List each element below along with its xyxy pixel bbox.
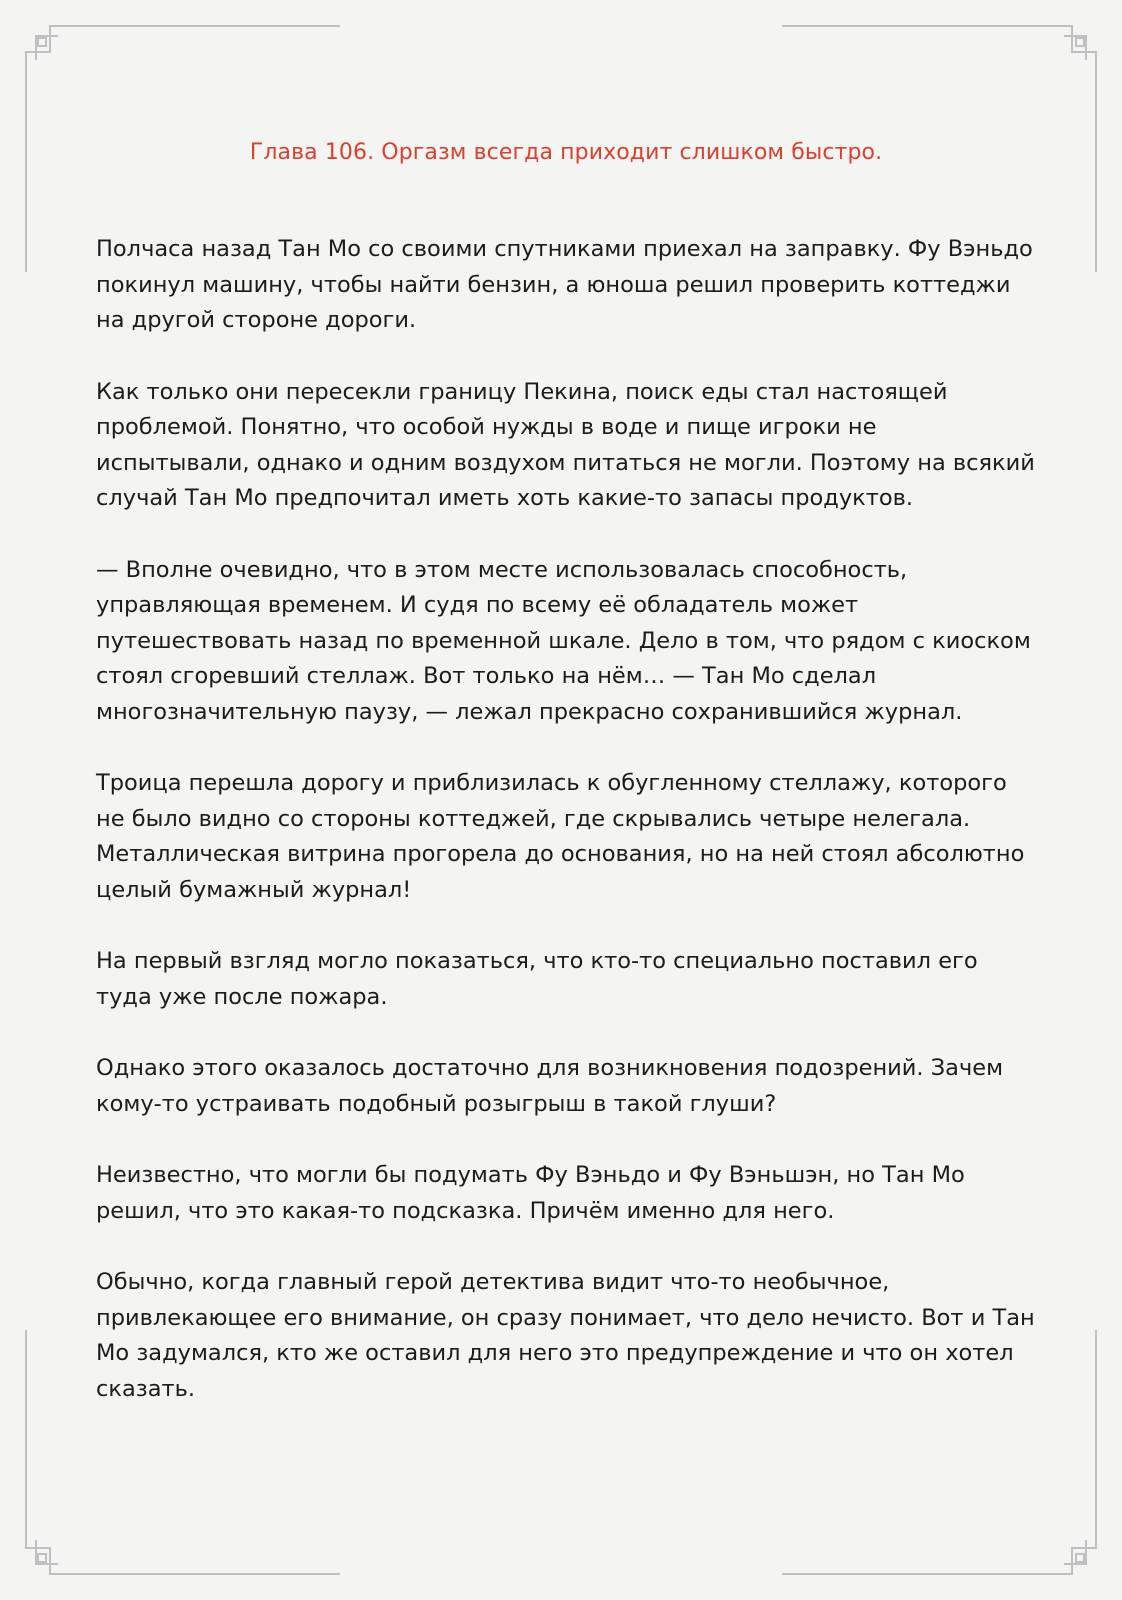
paragraph-2: Как только они пересекли границу Пекина, поиск еды стал настоящей проблемой. Понятно, что особой нужды в воде и пище игроки не испытывали, однако и одним воздухом питаться не могли. Поэтому на всякий случай Тан Мо предпочитал иметь хоть какие-то запасы продуктов. [96, 378, 1035, 511]
paragraph-1: Полчаса назад Тан Мо со своими спутниками приехал на заправку. Фу Вэньдо покинул машину, чтобы найти бензин, а юноша решил проверить коттеджи на другой стороне дороги. [96, 236, 1033, 333]
page-content [96, 136, 1036, 1443]
paragraph-6: Однако этого оказалось достаточно для возникновения подозрений. Зачем кому-то устраивать подобный розыгрыш в такой глуши? [96, 1055, 1004, 1117]
paragraph-8: Обычно, когда главный герой детектива видит что-то необычное, привлекающее его внимание, он сразу понимает, что дело нечисто. Вот и Тан Мо задумался, кто же оставил для него это предупреждение и что он хотел сказать. [96, 1269, 1035, 1402]
paragraph-7: Неизвестно, что могли бы подумать Фу Вэньдо и Фу Вэньшэн, но Тан Мо решил, что это какая-то подсказка. Причём именно для него. [96, 1162, 965, 1224]
paragraph-5: На первый взгляд могло показаться, что кто-то специально поставил его туда уже после пожара. [96, 948, 978, 1010]
paragraph-3: — Вполне очевидно, что в этом месте использовалась способность, управляющая временем. И судя по всему её обладатель может путешествовать назад по временной шкале. Дело в том, что рядом с киоском стоял сгоревший стеллаж. Вот только на нём… — Тан Мо сделал многозначительную паузу, — лежал прекрасно сохранившийся журнал. [96, 556, 1031, 725]
paragraph-4: Троица перешла дорогу и приблизилась к обугленному стеллажу, которого не было видно со стороны коттеджей, где скрывались четыре нелегала. Металлическая витрина прогорела до основания, но на ней стоял абсолютно целый бумажный журнал! [96, 770, 1025, 903]
chapter-title: Глава 106. Оргазм всегда приходит слишком быстро. [249, 140, 883, 165]
